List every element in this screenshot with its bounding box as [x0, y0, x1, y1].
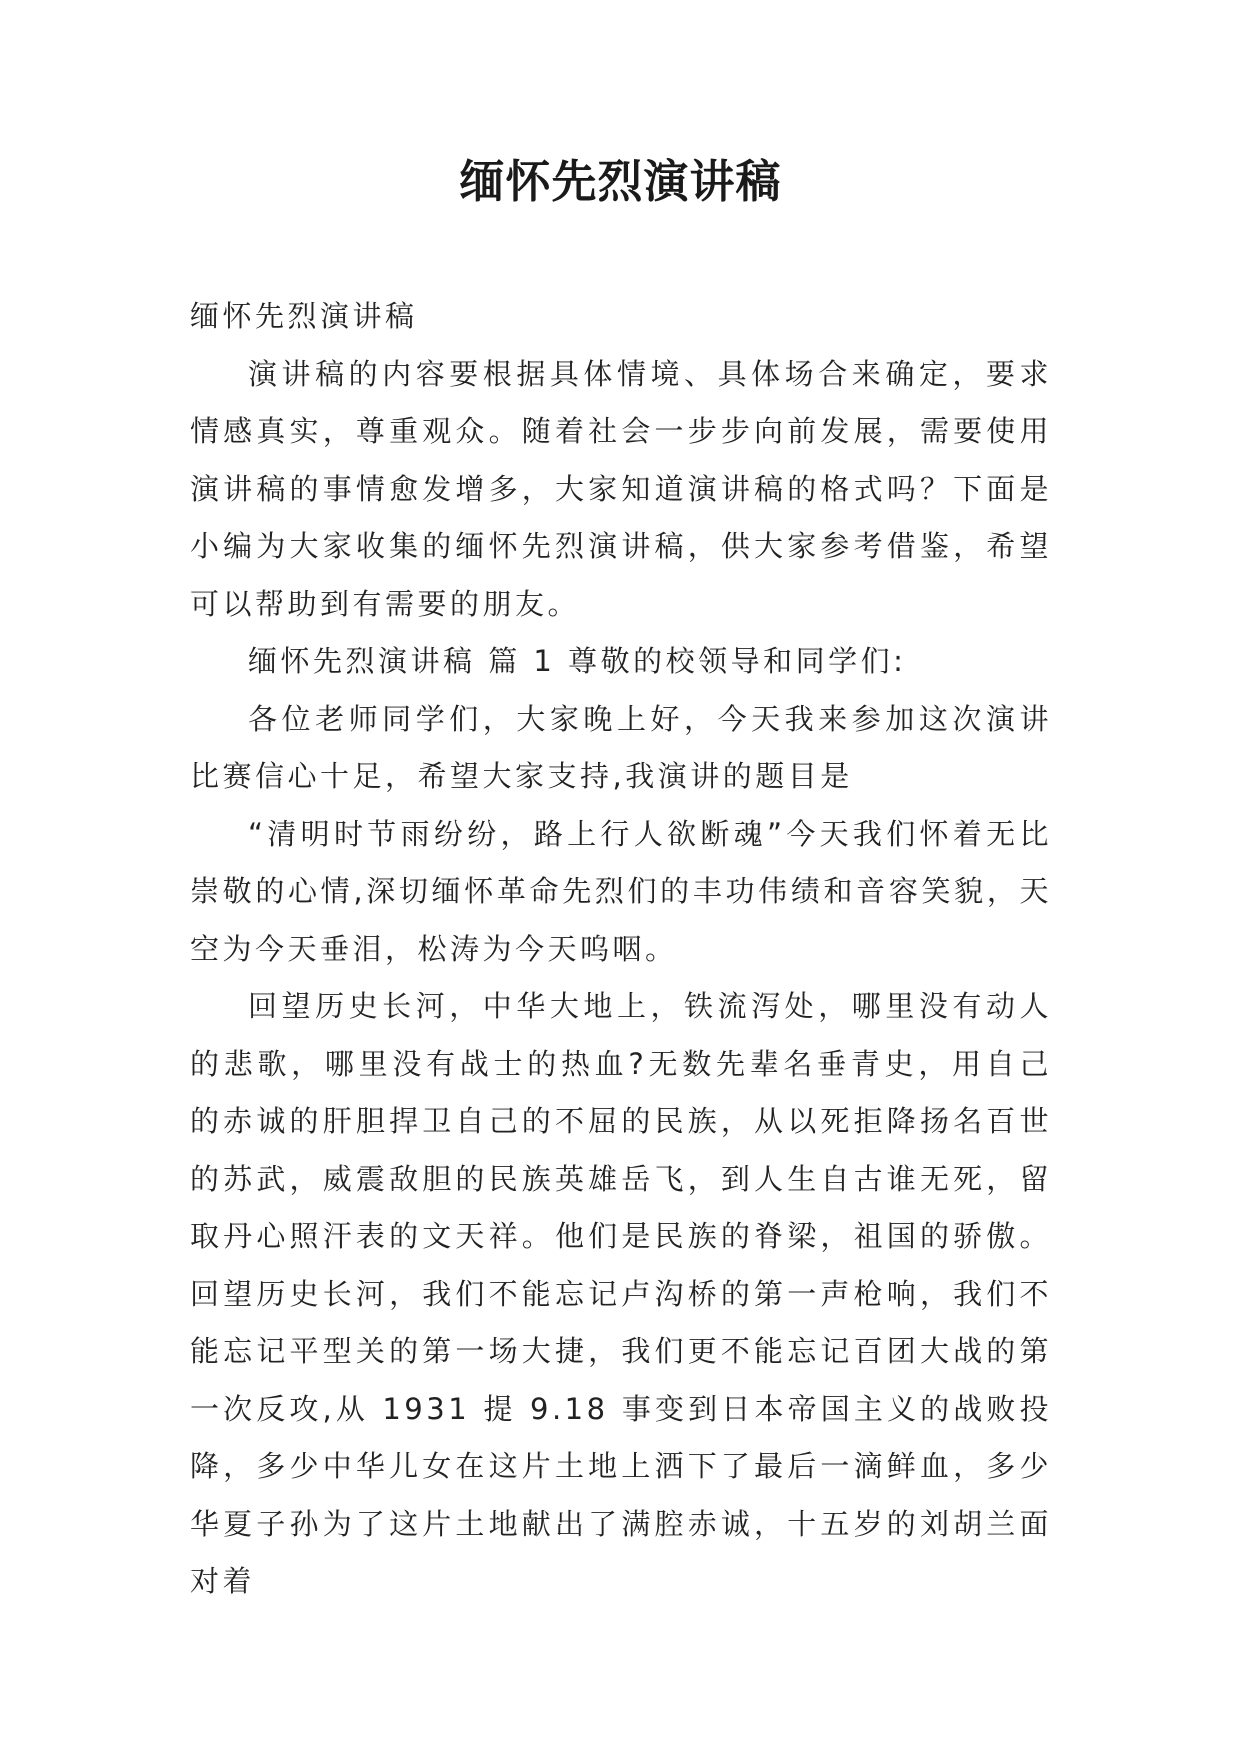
history-paragraph: 回望历史长河，中华大地上，铁流泻处，哪里没有动人的悲歌，哪里没有战士的热血?无数先辈名垂青史，用自己的赤诚的肝胆捍卫自己的不屈的民族，从以死拒降扬名百世的苏武，威震敌胆的民族英雄岳飞，到人生自古谁无死，留取丹心照汗表的文天祥。他们是民族的脊梁，祖国的骄傲。回望历史长河，我们不能忘记卢沟桥的第一声枪响，我们不能忘记平型关的第一场大捷，我们更不能忘记百团大战的第一次反攻,从 1931 提 9.18 事变到日本帝国主义的战败投降，多少中华儿女在这片土地上洒下了最后一滴鲜血，多少华夏子孙为了这片土地献出了满腔赤诚，十五岁的刘胡兰面对着: [190, 989, 1052, 1598]
intro-paragraph: 演讲稿的内容要根据具体情境、具体场合来确定，要求情感真实，尊重观众。随着社会一步步向前发展，需要使用演讲稿的事情愈发增多，大家知道演讲稿的格式吗？下面是小编为大家收集的缅怀先烈演讲稿，供大家参考借鉴，希望可以帮助到有需要的朋友。: [190, 356, 1052, 621]
subtitle-paragraph: 缅怀先烈演讲稿: [190, 299, 418, 333]
section-heading-paragraph: 缅怀先烈演讲稿 篇 1 尊敬的校领导和同学们:: [248, 644, 907, 678]
qingming-paragraph: “清明时节雨纷纷，路上行人欲断魂”今天我们怀着无比崇敬的心情,深切缅怀革命先烈们的丰功伟绩和音容笑貌，天空为今天垂泪，松涛为今天呜咽。: [190, 816, 1052, 966]
document-body: [190, 288, 1052, 1611]
document-title: 缅怀先烈演讲稿: [459, 155, 782, 208]
greeting-paragraph: 各位老师同学们，大家晚上好，今天我来参加这次演讲比赛信心十足，希望大家支持,我演讲的题目是: [190, 701, 1052, 793]
